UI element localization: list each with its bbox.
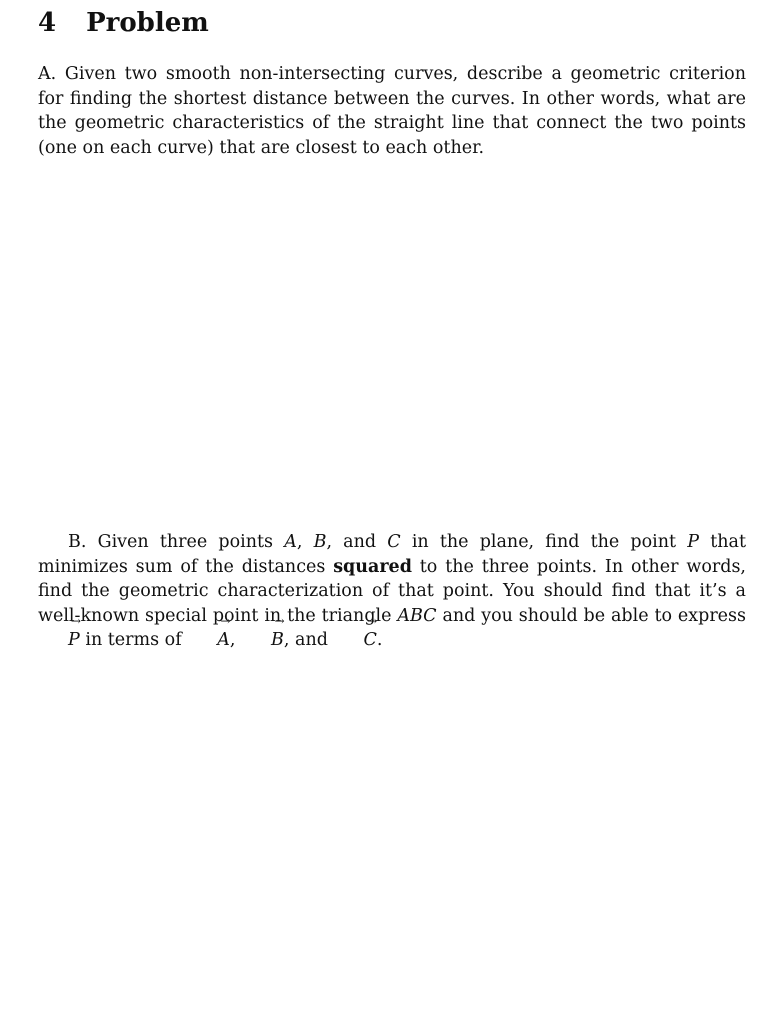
- section-heading: [38, 8, 209, 38]
- separator: , and: [283, 630, 334, 650]
- section-number: 4: [38, 8, 57, 38]
- problem-part-b: [38, 530, 746, 653]
- period: .: [376, 630, 383, 650]
- point-a: A: [284, 532, 297, 552]
- point-b: B: [313, 532, 327, 552]
- problem-part-a: A. Given two smooth non-intersecting curves, describe a geometric criterion for finding the shortest distance between the curves. In other words, what are the geometric characteristics of the straight line that connect the two points (one on each curve) that are closest to each other.: [38, 64, 746, 158]
- vector-p: → P: [38, 628, 80, 653]
- vector-c: → C: [334, 628, 377, 653]
- separator: , and: [326, 532, 388, 552]
- emphasis-squared: squared: [333, 556, 412, 577]
- separator: ,: [229, 630, 242, 650]
- part-b-text: in terms of: [79, 630, 188, 650]
- separator: ,: [296, 532, 314, 552]
- part-b-text: to the three points. In other words, find the geometric characterization of that point. You should find that it’s a well-known special point in the triangle: [38, 556, 746, 626]
- point-p: P: [687, 532, 700, 552]
- vector-b: → B: [241, 628, 284, 653]
- point-c: C: [387, 532, 401, 552]
- section-title: Problem: [86, 8, 209, 38]
- vector-a: → A: [187, 628, 230, 653]
- part-b-intro: B. Given three points: [68, 532, 285, 552]
- part-b-text: and you should be able to express: [436, 605, 746, 626]
- triangle-abc: ABC: [397, 605, 437, 626]
- part-b-text: that minimizes sum of the distances: [38, 532, 746, 577]
- part-b-text: in the plane, find the point: [400, 532, 688, 552]
